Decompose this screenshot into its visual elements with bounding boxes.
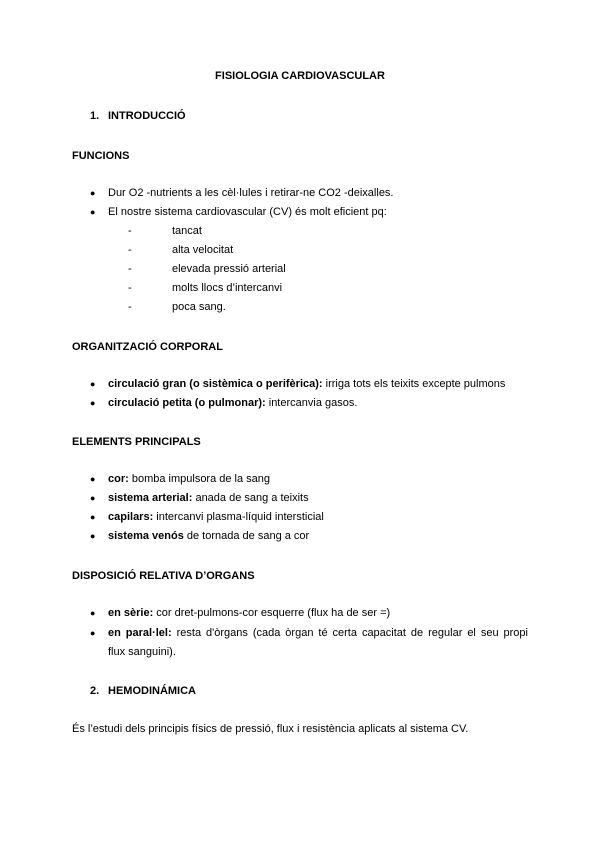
organitzacio-item-1-term: circulació gran (o sistèmica o perifèrica): [108,378,323,390]
funcions-item-1: Dur O2 -nutrients a les cèl·lules i retirar-ne CO2 -deixalles. [108,187,394,199]
organitzacio-heading: ORGANITZACIÓ CORPORAL [72,341,223,353]
elements-item-2-term: sistema arterial: [108,492,193,504]
disposicio-item-1 [108,607,390,619]
disposicio-item-1-term: en sèrie: [108,607,154,619]
disposicio-item-2-term: en paral·lel: [108,627,172,639]
funcions-subitem-5: poca sang. [172,301,226,313]
disposicio-item-2-desc: resta d'òrgans (cada òrgan té certa capacitat de regular el seu propi [171,627,528,639]
elements-item-4 [108,530,309,542]
organitzacio-item-2-term: circulació petita (o pulmonar): [108,397,266,409]
dash-icon: - [128,244,132,256]
bullet-icon: ● [90,608,96,618]
bullet-icon: ● [90,188,96,198]
funcions-subitem-1: tancat [172,225,202,237]
section-1-title: INTRODUCCIÓ [108,110,186,122]
dash-icon: - [128,225,132,237]
bullet-icon: ● [90,474,96,484]
organitzacio-item-2 [108,397,357,409]
elements-item-4-desc: de tornada de sang a cor [183,530,310,542]
bullet-icon: ● [90,379,96,389]
organitzacio-item-1-desc: irriga tots els teixits excepte pulmons [322,378,506,390]
section-2-number: 2. [90,685,100,697]
bullet-icon: ● [90,207,96,217]
elements-heading: ELEMENTS PRINCIPALS [72,436,201,448]
funcions-heading: FUNCIONS [72,150,130,162]
bullet-icon: ● [90,398,96,408]
elements-item-3-term: capilars: [108,511,154,523]
funcions-subitem-4: molts llocs d’intercanvi [172,282,283,294]
elements-item-2-desc: anada de sang a teixits [192,492,309,504]
elements-item-3 [108,511,324,523]
elements-item-1-desc: bomba impulsora de la sang [128,473,271,485]
disposicio-item-1-desc: cor dret-pulmons-cor esquerre (flux ha de ser =) [153,607,391,619]
dash-icon: - [128,282,132,294]
dash-icon: - [128,263,132,275]
bullet-icon: ● [90,531,96,541]
disposicio-heading: DISPOSICIÓ RELATIVA D’ORGANS [72,570,255,582]
section-1-number: 1. [90,110,100,122]
funcions-subitem-2: alta velocitat [172,244,234,256]
elements-item-1 [108,473,270,485]
dash-icon: - [128,301,132,313]
funcions-item-2: El nostre sistema cardiovascular (CV) és molt eficient pq: [108,206,387,218]
elements-item-4-term: sistema venós [108,530,184,542]
hemodinamica-paragraph: És l’estudi dels principis físics de pressió, flux i resistència aplicats al sistema CV. [72,723,469,735]
disposicio-item-2-continuation: flux sanguini). [108,646,176,658]
bullet-icon: ● [90,628,96,638]
disposicio-item-2 [108,627,528,639]
organitzacio-item-2-desc: intercanvia gasos. [265,397,358,409]
funcions-subitem-3: elevada pressió arterial [172,263,286,275]
elements-item-1-term: cor: [108,473,129,485]
bullet-icon: ● [90,493,96,503]
elements-item-2 [108,492,309,504]
organitzacio-item-1 [108,378,505,390]
section-2-title: HEMODINÁMICA [108,685,196,697]
document-title: FISIOLOGIA CARDIOVASCULAR [215,70,385,82]
bullet-icon: ● [90,512,96,522]
elements-item-3-desc: intercanvi plasma-líquid intersticial [153,511,324,523]
